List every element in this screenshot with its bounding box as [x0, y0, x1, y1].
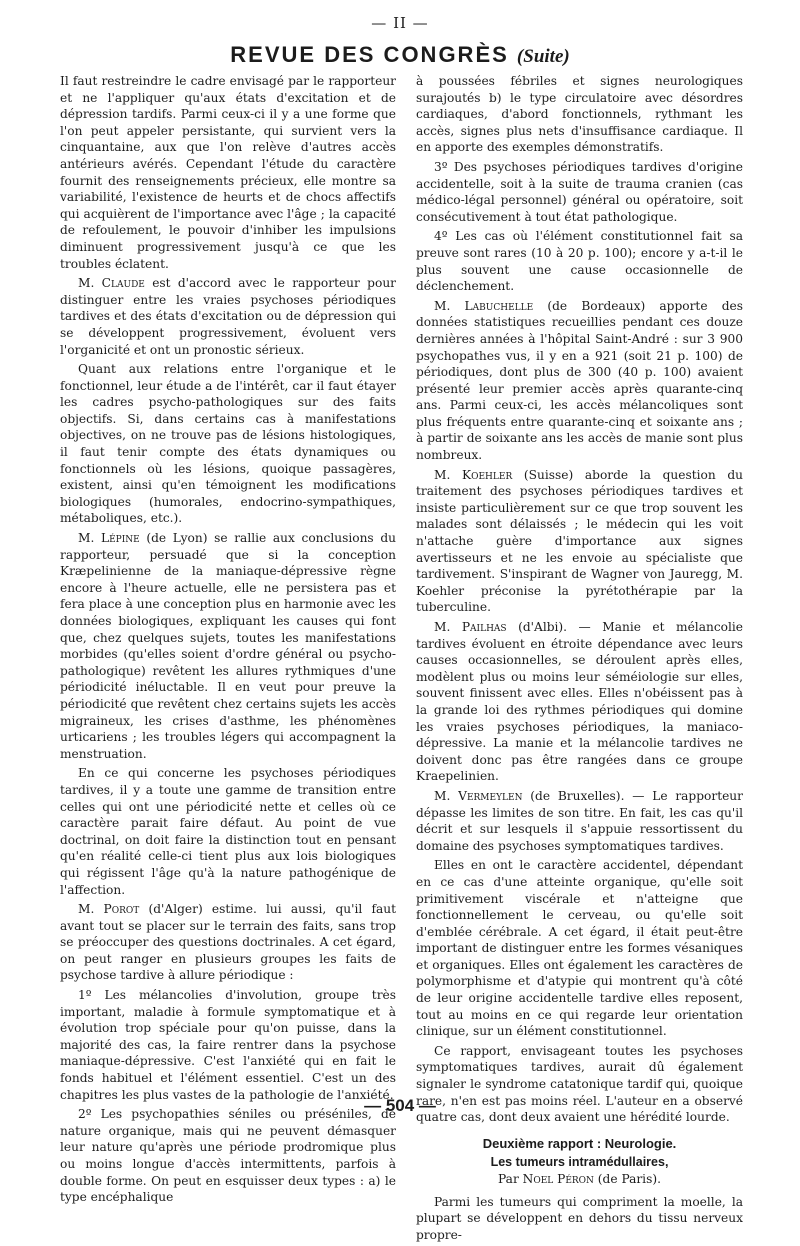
page-number: — 504 — — [364, 1096, 436, 1115]
byline — [416, 1171, 743, 1188]
paragraph: 3º Des psychoses périodiques tardives d'origine accidentelle, soit à la suite de trauma cranien (cas médico-légal personnel) général ou opératoire, soit consécutivement à tout état pathologique. — [416, 159, 743, 224]
paragraph: Il faut restreindre le cadre envisagé par le rapporteur et ne l'appliquer qu'aux états d'excitation et de dépression tardifs. Parmi ceux-ci il y a une forme que l'on peut appeler persistante, qui survient vers la cinquantaine, aux que l'on relève d'autres accès antérieurs avérés. Cependant l'étude du caractère fournit des renseignements précieux, elle montre sa variabilité, l'existence de heurts et de chocs affectifs qui acquièrent de l'importance avec l'âge ; la capacité de refoulement, le pouvoir d'inhiber les impulsions diminuent progressivement jusqu'à ce que les troubles éclatent. — [60, 74, 396, 271]
paragraph — [416, 298, 743, 464]
paragraph — [60, 275, 396, 358]
article-subheading: Les tumeurs intramédullaires, — [490, 1155, 669, 1170]
paragraph-text: (d'Albi). — Manie et mélancolie tardives évoluent en étroite dépendance avec leurs causes occasionnelles, se déroulent après elles, modèlent plus ou moins leur séméiologie sur elles, souvent finissent avec elles. Elles n'obéissent pas à la grande loi des rythmes périodiques qui domine les vraies psychoses périodiques, la maniaco-dépressive. La manie et la mélancolie tardives ne doivent donc pas être rangées dans ce groupe Kraepelinien. — [416, 620, 743, 784]
section-heading: Deuxième rapport : Neurologie. — [482, 1135, 677, 1151]
speaker-name: M. Claude — [78, 276, 145, 291]
paragraph: 2º Les psychopathies séniles ou préséniles, de nature organique, mais qui ne peuvent démasquer leur nature qu'après une période prodromique plus ou moins longue d'accès intermittents, parfois à double forme. On peut en esquisser deux types : a) le type encéphalique — [60, 1107, 396, 1205]
paragraph-text: (de Bruxelles). — Le rapporteur dépasse les limites de son titre. En fait, les cas qu'il décrit et sur lesquels il s'appuie ressortissent du domaine des psychoses symptomatiques tardives. — [416, 788, 743, 853]
page-title — [0, 42, 800, 68]
paragraph: à poussées fébriles et signes neurologiques surajoutés b) le type circulatoire avec désordres cardiaques, d'abord fonctionnels, rythmant les accès, signes plus nets d'insuffisance cardiaque. Il en apporte des exemples démonstratifs. — [416, 74, 743, 155]
paragraph — [416, 619, 743, 785]
speaker-name: M. Vermeylen — [434, 788, 523, 803]
paragraph: Quant aux relations entre l'organique et le fonctionnel, leur étude a de l'intérêt, car il faut étayer les cadres psycho-pathologiques sur des faits objectifs. Si, dans certains cas à manifestations objectives, on ne trouve pas de lésions histologiques, il faut tenir compte des états dynamiques ou fonctionnels où les lésions, quoique passagères, existent, ainsi qu'en témoignent les modifications biologiques (humorales, endocrino-sympathiques, métaboliques, etc.). — [60, 362, 396, 526]
paragraph-text: (de Bordeaux) apporte des données statistiques recueillies pendant ces douze dernières années à l'hôpital Saint-André : sur 3 900 psychopathes vus, il y en a 921 (soit 21 p. 100) de périodiques, dont plus de 300 (40 p. 100) avaient présenté leur premier accès après quarante-cinq ans. Parmi ceux-ci, les accès mélancoliques sont plus fréquents entre quarante-cinq et soixante ans ; à partir de soixante ans les accès de manie sont plus nombreux. — [416, 298, 743, 463]
paragraph-text: (de Lyon) se rallie aux conclusions du rapporteur, persuadé que si la conception Kræpelinienne de la maniaque-dépressive règne encore à l'heure actuelle, elle ne persistera pas et fera place à une conception plus en harmonie avec les données biologiques, expliquant les causes qui font que, chez quelques sujets, toutes les manifestations morbides (qu'elles soient d'ordre général ou psycho-pathologique) revêtent les allures rythmiques d'une périodicité inéluctable. Il en veut pour preuve la périodicité que revêtent chez certains sujets les accès migraineux, les crises d'asthme, les phénomènes urticariens ; les troubles légers qui accompagnent la menstruation. — [60, 531, 396, 761]
paragraph — [416, 788, 743, 854]
byline-suffix: (de Paris). — [593, 1172, 661, 1186]
left-column — [60, 73, 396, 1209]
byline-prefix: Par — [498, 1172, 523, 1186]
paragraph: En ce qui concerne les psychoses périodiques tardives, il y a toute une gamme de transition entre celles qui ont une périodicité nette et celles où ce caractère parait faire défaut. Au point de vue doctrinal, on doit faire la distinction tout en pensant qu'en réalité celle-ci tient plus aux lois biologiques qui régissent l'âge qu'à la nature pathogénique de l'affection. — [60, 766, 396, 897]
paragraph — [416, 467, 743, 616]
paragraph — [60, 901, 396, 984]
paragraph: 4º Les cas où l'élément constitutionnel fait sa preuve sont rares (10 à 20 p. 100); encore y a-t-il le plus souvent une cause occasionnelle de déclenchement. — [416, 229, 743, 294]
right-column — [416, 73, 743, 1246]
title-main: REVUE DES CONGRÈS — [230, 42, 509, 67]
paragraph — [60, 530, 396, 762]
page-roman-numeral: — II — — [371, 14, 429, 32]
paragraph: Parmi les tumeurs qui compriment la moelle, la plupart se développent en dehors du tissu nerveux propre- — [416, 1194, 743, 1242]
paragraph-text: est d'accord avec le rapporteur pour distinguer entre les vraies psychoses périodiques tardives et des états d'excitation ou de dépression qui se développent progressivement, évoluent vers l'organicité et ont un pronostic sérieux. — [60, 276, 396, 357]
author-name: Noel Péron — [522, 1172, 594, 1186]
paragraph: 1º Les mélancolies d'involution, groupe très important, maladie à formule symptomatique et à évolution trop spéciale pour qu'on puisse, dans la majorité des cas, la faire rentrer dans la psychose maniaque-dépressive. C'est l'anxiété qui en fait le fonds habituel et l'élément essentiel. C'est un des chapitres les plus vastes de la pathologie de l'anxiété. — [60, 988, 396, 1102]
paragraph-text: (Suisse) aborde la question du traitement des psychoses périodiques tardives et insiste particulièrement sur ce que trop souvent les malades sont délaissés ; le médecin qui les voit n'attache guère d'importance aux signes avertisseurs et ne les envoie au spécialiste que tardivement. S'inspirant de Wagner von Jauregg, M. Koehler préconise la pyrétothérapie par la tuberculine. — [416, 467, 743, 615]
speaker-name: M. Pailhas — [434, 620, 507, 634]
paragraph: Ce rapport, envisageant toutes les psychoses symptomatiques tardives, aurait dû également signaler le syndrome catatonique tardif qui, quoique rare, n'en est pas moins réel. L'auteur en a observé quatre cas, dont deux avaient une hérédité lourde. — [416, 1043, 743, 1125]
paragraph-text: (d'Alger) estime. lui aussi, qu'il faut avant tout se placer sur le terrain des faits, sans trop se préoccuper des questions doctrinales. A cet égard, on peut ranger en plusieurs groupes les faits de psychose tardive à allure périodique : — [60, 902, 396, 983]
speaker-name: M. Koehler — [434, 467, 513, 482]
paragraph: Elles en ont le caractère accidentel, dépendant en ce cas d'une atteinte organique, qu'elle soit primitivement viscérale et n'atteigne que fonctionnellement le cerveau, ou qu'elle soit d'emblée cérébrale. A cet égard, il était peut-être important de distinguer entre les formes vésaniques et organiques. Elles ont également les caractères de polymorphisme et d'atypie qui montrent qu'à côté de leur origine accidentelle tardive elles reposent, tout au moins en ce qui regarde leur orientation clinique, sur un élément constitutionnel. — [416, 858, 743, 1039]
speaker-name: M. Labuchelle — [434, 298, 534, 313]
speaker-name: M. Porot — [78, 902, 140, 917]
speaker-name: M. Lépine — [78, 531, 140, 546]
title-suffix: (Suite) — [516, 46, 570, 67]
